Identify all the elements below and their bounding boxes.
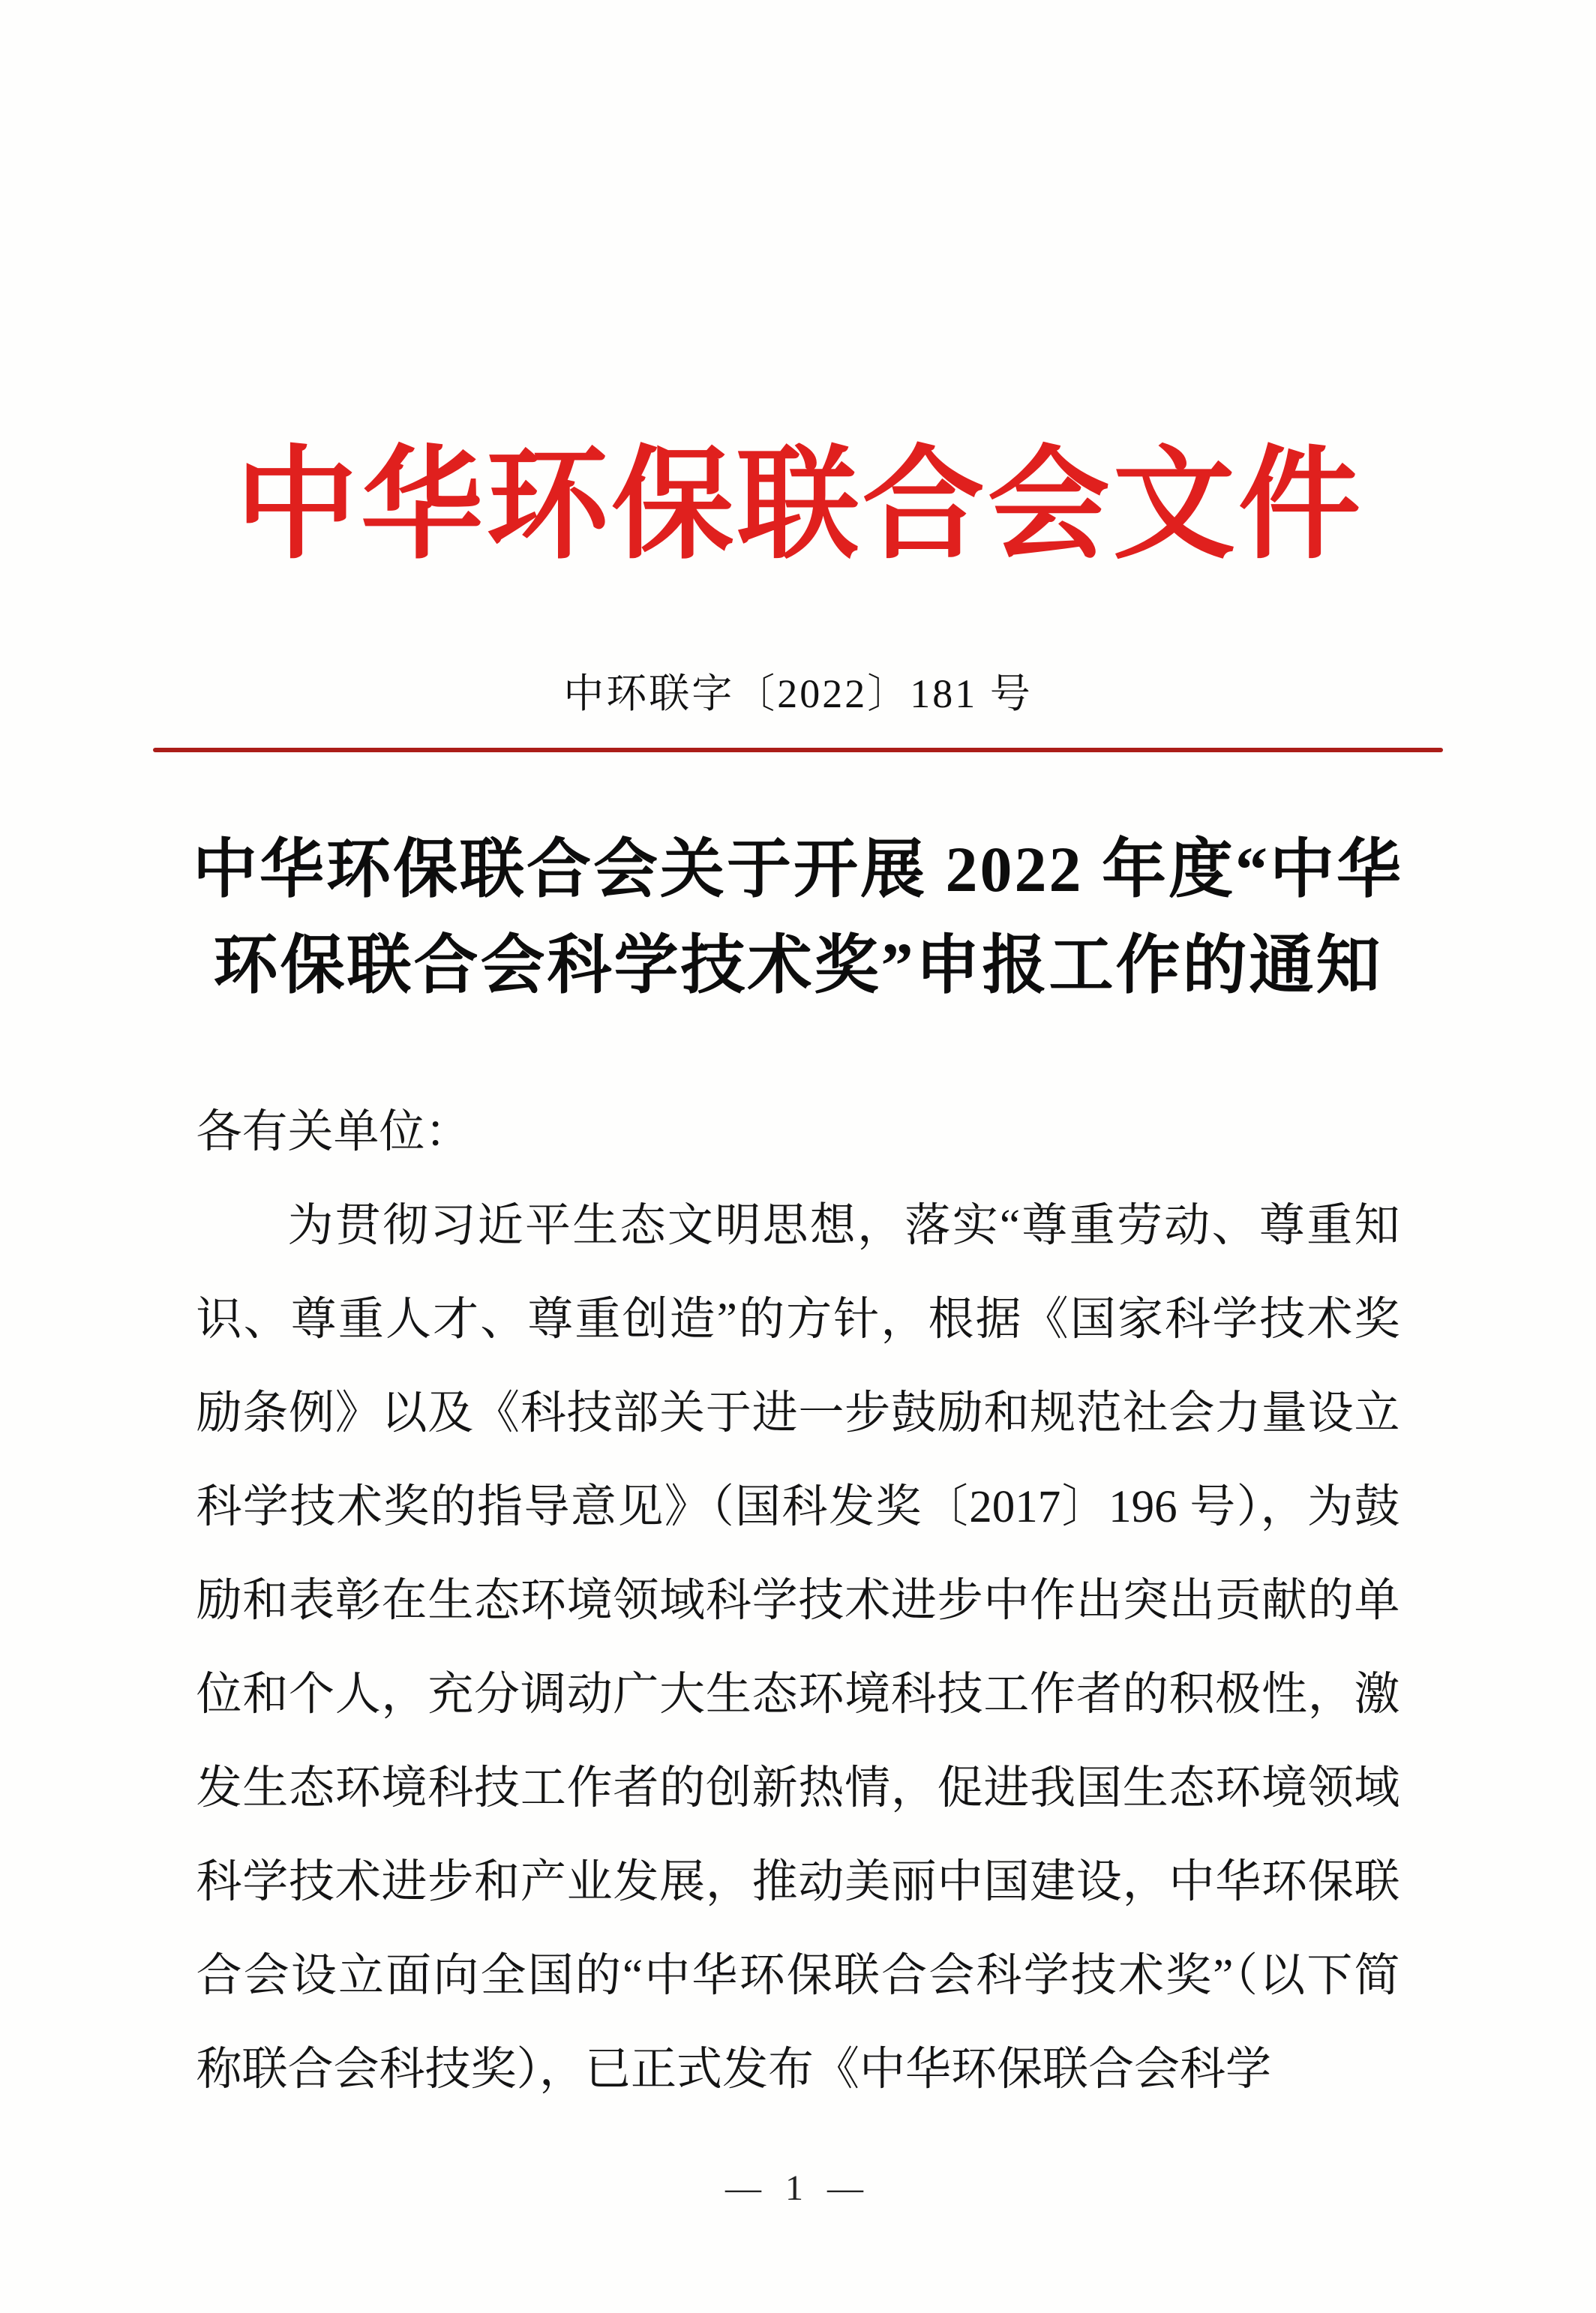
document-number: 中环联字〔2022〕181 号 xyxy=(563,671,1033,716)
body-paragraph: 为贯彻习近平生态文明思想，落实“尊重劳动、尊重知识、尊重人才、尊重创造”的方针，根据《国家科学技术奖励条例》以及《科技部关于进一步鼓励和规范社会力量设立科学技术奖的指导意见》（国科发奖〔2017〕196 号），为鼓励和表彰在生态环境领域科学技术进步中作出突出贡献的单位和个人，充分调动广大生态环境科技工作者的积极性，激发生态环境科技工作者的创新热情，促进我国生态环境领域科学技术进步和产业发展，推动美丽中国建设，中华环保联合会设立面向全国的“中华环保联合会科学技术奖”（以下简称联合会科技奖），已正式发布《中华环保联合会科学 xyxy=(196,1201,1400,2095)
salutation-line: 各有关单位： xyxy=(196,1107,471,1157)
notice-title-line-2: 环保联合会科学技术奖”申报工作的通知 xyxy=(213,929,1383,1001)
notice-title xyxy=(0,821,1596,1013)
letterhead-divider-rule xyxy=(153,748,1443,752)
letterhead-org-title: 中华环保联合会文件 xyxy=(236,439,1360,574)
page-number: — 1 — xyxy=(725,2168,871,2208)
notice-body xyxy=(196,1085,1400,2116)
notice-title-line-1: 中华环保联合会关于开展 2022 年度“中华 xyxy=(193,833,1403,905)
